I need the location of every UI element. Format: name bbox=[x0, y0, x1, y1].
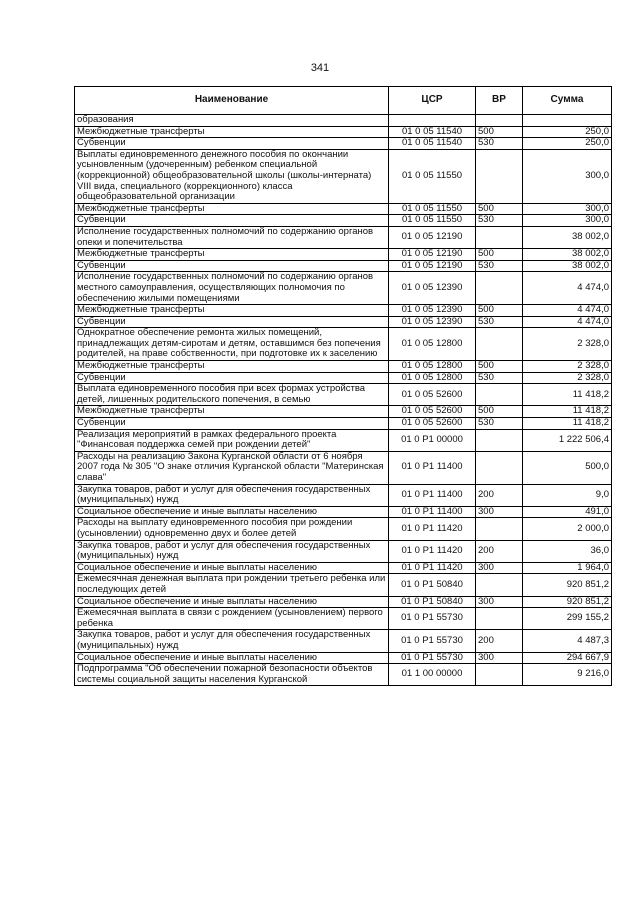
table-body bbox=[75, 115, 612, 686]
cell-name: Социальное обеспечение и иные выплаты населению bbox=[75, 652, 389, 664]
cell-csr: 01 0 05 11540 bbox=[389, 126, 476, 138]
cell-csr: 01 0 P1 55730 bbox=[389, 630, 476, 652]
cell-vr: 200 bbox=[476, 630, 523, 652]
cell-vr bbox=[476, 451, 523, 484]
cell-name: Субвенции bbox=[75, 260, 389, 272]
cell-sum: 250,0 bbox=[523, 138, 612, 150]
table-row bbox=[75, 260, 612, 272]
cell-sum: 11 418,2 bbox=[523, 384, 612, 406]
cell-sum: 38 002,0 bbox=[523, 249, 612, 261]
table-row bbox=[75, 652, 612, 664]
cell-sum: 500,0 bbox=[523, 451, 612, 484]
table-row bbox=[75, 226, 612, 248]
cell-vr: 200 bbox=[476, 540, 523, 562]
cell-vr: 300 bbox=[476, 506, 523, 518]
cell-vr: 500 bbox=[476, 406, 523, 418]
cell-vr bbox=[476, 328, 523, 361]
cell-csr: 01 0 P1 50840 bbox=[389, 574, 476, 596]
cell-name: Подпрограмма "Об обеспечении пожарной безопасности объектов системы социальной защиты населения Курганской bbox=[75, 664, 389, 686]
table-row bbox=[75, 429, 612, 451]
cell-sum: 250,0 bbox=[523, 126, 612, 138]
cell-csr: 01 0 P1 55730 bbox=[389, 608, 476, 630]
cell-sum: 36,0 bbox=[523, 540, 612, 562]
cell-csr: 01 0 P1 00000 bbox=[389, 429, 476, 451]
cell-sum: 2 328,0 bbox=[523, 361, 612, 373]
cell-name: Ежемесячная выплата в связи с рождением (усыновлением) первого ребенка bbox=[75, 608, 389, 630]
cell-name: Выплаты единовременного денежного пособия по окончании усыновленным (удочеренным) ребенком специальной (коррекционной) общеобразовательной школы (школы-интерната) VIII вида, специального (коррекционного) класса общеобразовательной организации bbox=[75, 149, 389, 203]
cell-name: Социальное обеспечение и иные выплаты населению bbox=[75, 562, 389, 574]
cell-sum bbox=[523, 115, 612, 127]
cell-sum: 11 418,2 bbox=[523, 418, 612, 430]
cell-name: Межбюджетные трансферты bbox=[75, 249, 389, 261]
cell-vr bbox=[476, 429, 523, 451]
cell-sum: 300,0 bbox=[523, 215, 612, 227]
cell-vr bbox=[476, 149, 523, 203]
cell-vr: 530 bbox=[476, 316, 523, 328]
cell-vr: 500 bbox=[476, 126, 523, 138]
cell-vr bbox=[476, 384, 523, 406]
cell-vr bbox=[476, 664, 523, 686]
cell-vr bbox=[476, 518, 523, 540]
header-row bbox=[75, 87, 612, 115]
budget-table bbox=[74, 86, 612, 686]
table-row bbox=[75, 562, 612, 574]
cell-sum: 4 474,0 bbox=[523, 316, 612, 328]
cell-vr bbox=[476, 115, 523, 127]
cell-sum: 2 328,0 bbox=[523, 328, 612, 361]
cell-name: Субвенции bbox=[75, 138, 389, 150]
cell-name: Исполнение государственных полномочий по содержанию органов опеки и попечительства bbox=[75, 226, 389, 248]
cell-csr: 01 0 P1 11420 bbox=[389, 562, 476, 574]
cell-sum: 300,0 bbox=[523, 203, 612, 215]
table-row bbox=[75, 149, 612, 203]
cell-sum: 294 667,9 bbox=[523, 652, 612, 664]
cell-sum: 9,0 bbox=[523, 484, 612, 506]
cell-vr: 500 bbox=[476, 361, 523, 373]
table-row bbox=[75, 484, 612, 506]
cell-csr: 01 0 P1 11420 bbox=[389, 540, 476, 562]
cell-sum: 300,0 bbox=[523, 149, 612, 203]
cell-sum: 38 002,0 bbox=[523, 226, 612, 248]
table-row bbox=[75, 372, 612, 384]
cell-name: Однократное обеспечение ремонта жилых помещений, принадлежащих детям-сиротам и детям, оставшимся без попечения родителей, на праве собственности, при подготовке их к заселению bbox=[75, 328, 389, 361]
cell-sum: 2 000,0 bbox=[523, 518, 612, 540]
cell-name: Социальное обеспечение и иные выплаты населению bbox=[75, 506, 389, 518]
cell-name: Выплата единовременного пособия при всех формах устройства детей, лишенных родительского попечения, в семью bbox=[75, 384, 389, 406]
table-row bbox=[75, 126, 612, 138]
cell-csr: 01 0 05 11550 bbox=[389, 203, 476, 215]
cell-sum: 299 155,2 bbox=[523, 608, 612, 630]
table-row bbox=[75, 608, 612, 630]
cell-csr: 01 0 05 52600 bbox=[389, 384, 476, 406]
cell-csr: 01 0 05 12800 bbox=[389, 372, 476, 384]
cell-vr: 530 bbox=[476, 418, 523, 430]
cell-name: Закупка товаров, работ и услуг для обеспечения государственных (муниципальных) нужд bbox=[75, 630, 389, 652]
cell-name: Социальное обеспечение и иные выплаты населению bbox=[75, 596, 389, 608]
cell-name: Межбюджетные трансферты bbox=[75, 126, 389, 138]
cell-name: Реализация мероприятий в рамках федерального проекта "Финансовая поддержка семей при рождении детей" bbox=[75, 429, 389, 451]
table-row bbox=[75, 361, 612, 373]
cell-name: Межбюджетные трансферты bbox=[75, 305, 389, 317]
cell-csr: 01 0 05 11540 bbox=[389, 138, 476, 150]
table-row bbox=[75, 215, 612, 227]
cell-csr: 01 0 P1 11420 bbox=[389, 518, 476, 540]
cell-name: Субвенции bbox=[75, 372, 389, 384]
table-row bbox=[75, 451, 612, 484]
cell-name: Субвенции bbox=[75, 316, 389, 328]
table-row bbox=[75, 518, 612, 540]
cell-sum: 38 002,0 bbox=[523, 260, 612, 272]
cell-csr: 01 0 05 12390 bbox=[389, 305, 476, 317]
table-row bbox=[75, 272, 612, 305]
table-row bbox=[75, 316, 612, 328]
cell-csr: 01 0 P1 50840 bbox=[389, 596, 476, 608]
cell-csr: 01 0 P1 11400 bbox=[389, 506, 476, 518]
header-name: Наименование bbox=[75, 87, 389, 115]
cell-csr: 01 0 05 12800 bbox=[389, 328, 476, 361]
cell-vr bbox=[476, 272, 523, 305]
header-vr: ВР bbox=[476, 87, 523, 115]
cell-csr: 01 0 05 52600 bbox=[389, 418, 476, 430]
table-row bbox=[75, 305, 612, 317]
cell-vr: 300 bbox=[476, 596, 523, 608]
cell-sum: 4 474,0 bbox=[523, 305, 612, 317]
cell-csr: 01 0 05 12190 bbox=[389, 260, 476, 272]
cell-name: Закупка товаров, работ и услуг для обеспечения государственных (муниципальных) нужд bbox=[75, 484, 389, 506]
cell-csr: 01 0 05 12390 bbox=[389, 316, 476, 328]
cell-name: Субвенции bbox=[75, 215, 389, 227]
table-row bbox=[75, 596, 612, 608]
cell-vr: 500 bbox=[476, 305, 523, 317]
cell-vr bbox=[476, 574, 523, 596]
cell-csr: 01 0 05 12190 bbox=[389, 249, 476, 261]
cell-name: Межбюджетные трансферты bbox=[75, 406, 389, 418]
cell-vr: 530 bbox=[476, 372, 523, 384]
cell-vr: 300 bbox=[476, 562, 523, 574]
cell-csr: 01 0 P1 11400 bbox=[389, 484, 476, 506]
cell-csr: 01 0 P1 11400 bbox=[389, 451, 476, 484]
cell-name: Закупка товаров, работ и услуг для обеспечения государственных (муниципальных) нужд bbox=[75, 540, 389, 562]
table-row bbox=[75, 203, 612, 215]
cell-csr: 01 0 05 12190 bbox=[389, 226, 476, 248]
cell-name: образования bbox=[75, 115, 389, 127]
cell-sum: 2 328,0 bbox=[523, 372, 612, 384]
table-row bbox=[75, 406, 612, 418]
cell-name: Расходы на выплату единовременного пособия при рождении (усыновлении) одновременно двух и более детей bbox=[75, 518, 389, 540]
cell-sum: 9 216,0 bbox=[523, 664, 612, 686]
cell-vr: 530 bbox=[476, 138, 523, 150]
table-row bbox=[75, 664, 612, 686]
table-row bbox=[75, 384, 612, 406]
cell-name: Расходы на реализацию Закона Курганской области от 6 ноября 2007 года № 305 "О знаке отличия Курганской области "Материнская слава" bbox=[75, 451, 389, 484]
cell-sum: 1 964,0 bbox=[523, 562, 612, 574]
cell-sum: 4 474,0 bbox=[523, 272, 612, 305]
cell-sum: 11 418,2 bbox=[523, 406, 612, 418]
cell-csr bbox=[389, 115, 476, 127]
cell-vr: 500 bbox=[476, 249, 523, 261]
cell-name: Субвенции bbox=[75, 418, 389, 430]
cell-csr: 01 0 05 52600 bbox=[389, 406, 476, 418]
cell-vr bbox=[476, 608, 523, 630]
cell-csr: 01 0 05 12390 bbox=[389, 272, 476, 305]
cell-csr: 01 0 05 11550 bbox=[389, 215, 476, 227]
table-row bbox=[75, 249, 612, 261]
cell-vr: 200 bbox=[476, 484, 523, 506]
table-row bbox=[75, 630, 612, 652]
cell-vr: 530 bbox=[476, 260, 523, 272]
table-row bbox=[75, 418, 612, 430]
cell-name: Исполнение государственных полномочий по содержанию органов местного самоуправления, осуществляющих полномочия по обеспечению жилыми помещениями bbox=[75, 272, 389, 305]
cell-csr: 01 1 00 00000 bbox=[389, 664, 476, 686]
table-row bbox=[75, 115, 612, 127]
cell-vr: 500 bbox=[476, 203, 523, 215]
table-row bbox=[75, 328, 612, 361]
header-sum: Сумма bbox=[523, 87, 612, 115]
cell-name: Межбюджетные трансферты bbox=[75, 361, 389, 373]
table-row bbox=[75, 138, 612, 150]
cell-vr: 530 bbox=[476, 215, 523, 227]
cell-name: Межбюджетные трансферты bbox=[75, 203, 389, 215]
cell-sum: 4 487,3 bbox=[523, 630, 612, 652]
table-row bbox=[75, 574, 612, 596]
cell-sum: 491,0 bbox=[523, 506, 612, 518]
table-row bbox=[75, 540, 612, 562]
header-csr: ЦСР bbox=[389, 87, 476, 115]
page-number: 341 bbox=[310, 62, 330, 74]
cell-csr: 01 0 P1 55730 bbox=[389, 652, 476, 664]
cell-sum: 1 222 506,4 bbox=[523, 429, 612, 451]
table-row bbox=[75, 506, 612, 518]
cell-vr: 300 bbox=[476, 652, 523, 664]
cell-sum: 920 851,2 bbox=[523, 574, 612, 596]
cell-vr bbox=[476, 226, 523, 248]
cell-csr: 01 0 05 12800 bbox=[389, 361, 476, 373]
cell-name: Ежемесячная денежная выплата при рождении третьего ребенка или последующих детей bbox=[75, 574, 389, 596]
cell-csr: 01 0 05 11550 bbox=[389, 149, 476, 203]
cell-sum: 920 851,2 bbox=[523, 596, 612, 608]
